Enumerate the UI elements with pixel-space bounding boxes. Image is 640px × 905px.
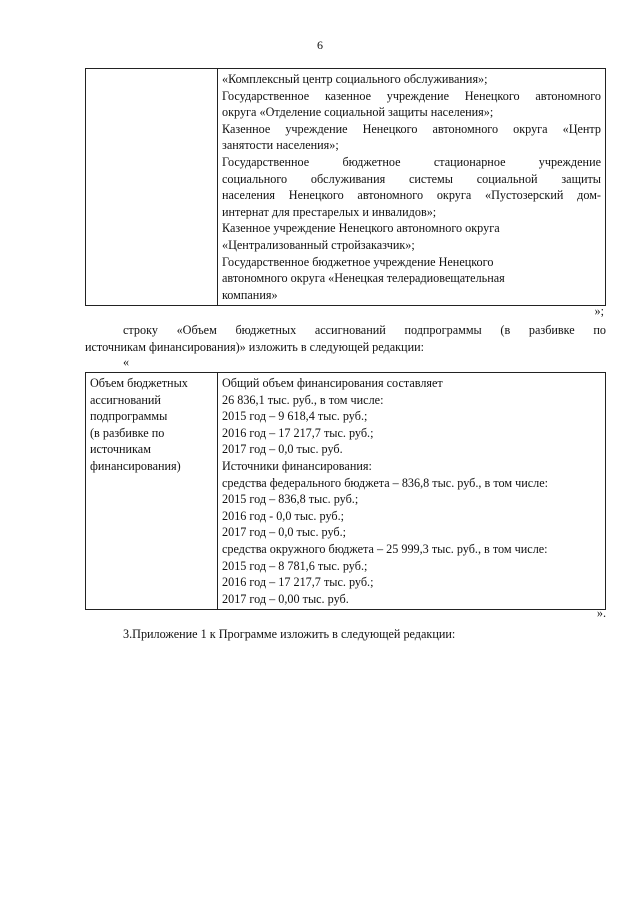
text-line: «Централизованный стройзаказчик»; (222, 237, 415, 252)
label-line: (в разбивке по (90, 425, 165, 440)
paragraph-line: строку «Объем бюджетных ассигнований подпрограммы (в разбивке по (123, 323, 606, 337)
funding-line: 2015 год – 9 618,4 тыс. руб.; (222, 409, 368, 424)
text-line: автономного округа «Ненецкая телерадиовещательная (222, 271, 505, 286)
page-number: 6 (317, 38, 323, 52)
funding-line: Источники финансирования: (222, 458, 372, 473)
text-line: «Комплексный центр социального обслуживания»; (222, 72, 488, 86)
text-line: Казенное учреждение Ненецкого автономного округа «Центр (222, 121, 601, 136)
closing-quote: ». (596, 606, 606, 620)
text-line: населения Ненецкого автономного округа «Пустозерский дом- (222, 188, 601, 203)
institutions-table-right-cell (218, 69, 606, 306)
funding-table-label-cell (86, 373, 218, 610)
funding-line: средства федерального бюджета – 836,8 тыс. руб., в том числе: (222, 475, 549, 490)
text-line: занятости населения»; (222, 138, 339, 153)
funding-line: 2017 год – 0,0 тыс. руб.; (222, 525, 347, 540)
paragraph-line: источникам финансирования)» изложить в следующей редакции: (85, 340, 425, 354)
funding-table (85, 372, 606, 610)
opening-quote: « (123, 355, 130, 369)
funding-line: средства окружного бюджета – 25 999,3 тыс. руб., в том числе: (222, 541, 548, 556)
funding-line: 2016 год – 17 217,7 тыс. руб.; (222, 425, 374, 440)
text-line: интернат для престарелых и инвалидов»; (222, 204, 437, 219)
funding-line: 26 836,1 тыс. руб., в том числе: (222, 392, 384, 407)
funding-line: 2017 год – 0,00 тыс. руб. (222, 591, 349, 606)
funding-line: 2016 год - 0,0 тыс. руб.; (222, 508, 345, 523)
funding-line: 2016 год – 17 217,7 тыс. руб.; (222, 575, 374, 590)
label-line: Объем бюджетных (90, 376, 188, 390)
body-paragraph (85, 322, 606, 356)
text-line: компания» (222, 287, 278, 302)
closing-quote: »; (594, 304, 604, 318)
label-line: финансирования) (90, 458, 181, 473)
text-line: округа «Отделение социальной защиты населения»; (222, 105, 494, 120)
institutions-table (85, 68, 606, 306)
funding-line: Общий объем финансирования составляет (222, 376, 443, 390)
text-line: социального обслуживания системы социальной защиты (222, 171, 601, 186)
funding-line: 2015 год – 8 781,6 тыс. руб.; (222, 558, 368, 573)
text-line: Государственное бюджетное учреждение Ненецкого (222, 254, 494, 269)
funding-table-value-cell (218, 373, 606, 610)
section-item-3: 3.Приложение 1 к Программе изложить в следующей редакции: (123, 627, 456, 641)
label-line: ассигнований (90, 392, 161, 407)
label-line: источникам (90, 442, 151, 457)
text-line: Казенное учреждение Ненецкого автономного округа (222, 221, 500, 236)
text-line: Государственное казенное учреждение Ненецкого автономного (222, 88, 601, 103)
label-line: подпрограммы (90, 409, 168, 424)
institutions-table-left-cell (86, 69, 218, 306)
funding-line: 2017 год – 0,0 тыс. руб. (222, 442, 343, 457)
funding-line: 2015 год – 836,8 тыс. руб.; (222, 492, 359, 507)
text-line: Государственное бюджетное стационарное учреждение (222, 154, 601, 169)
